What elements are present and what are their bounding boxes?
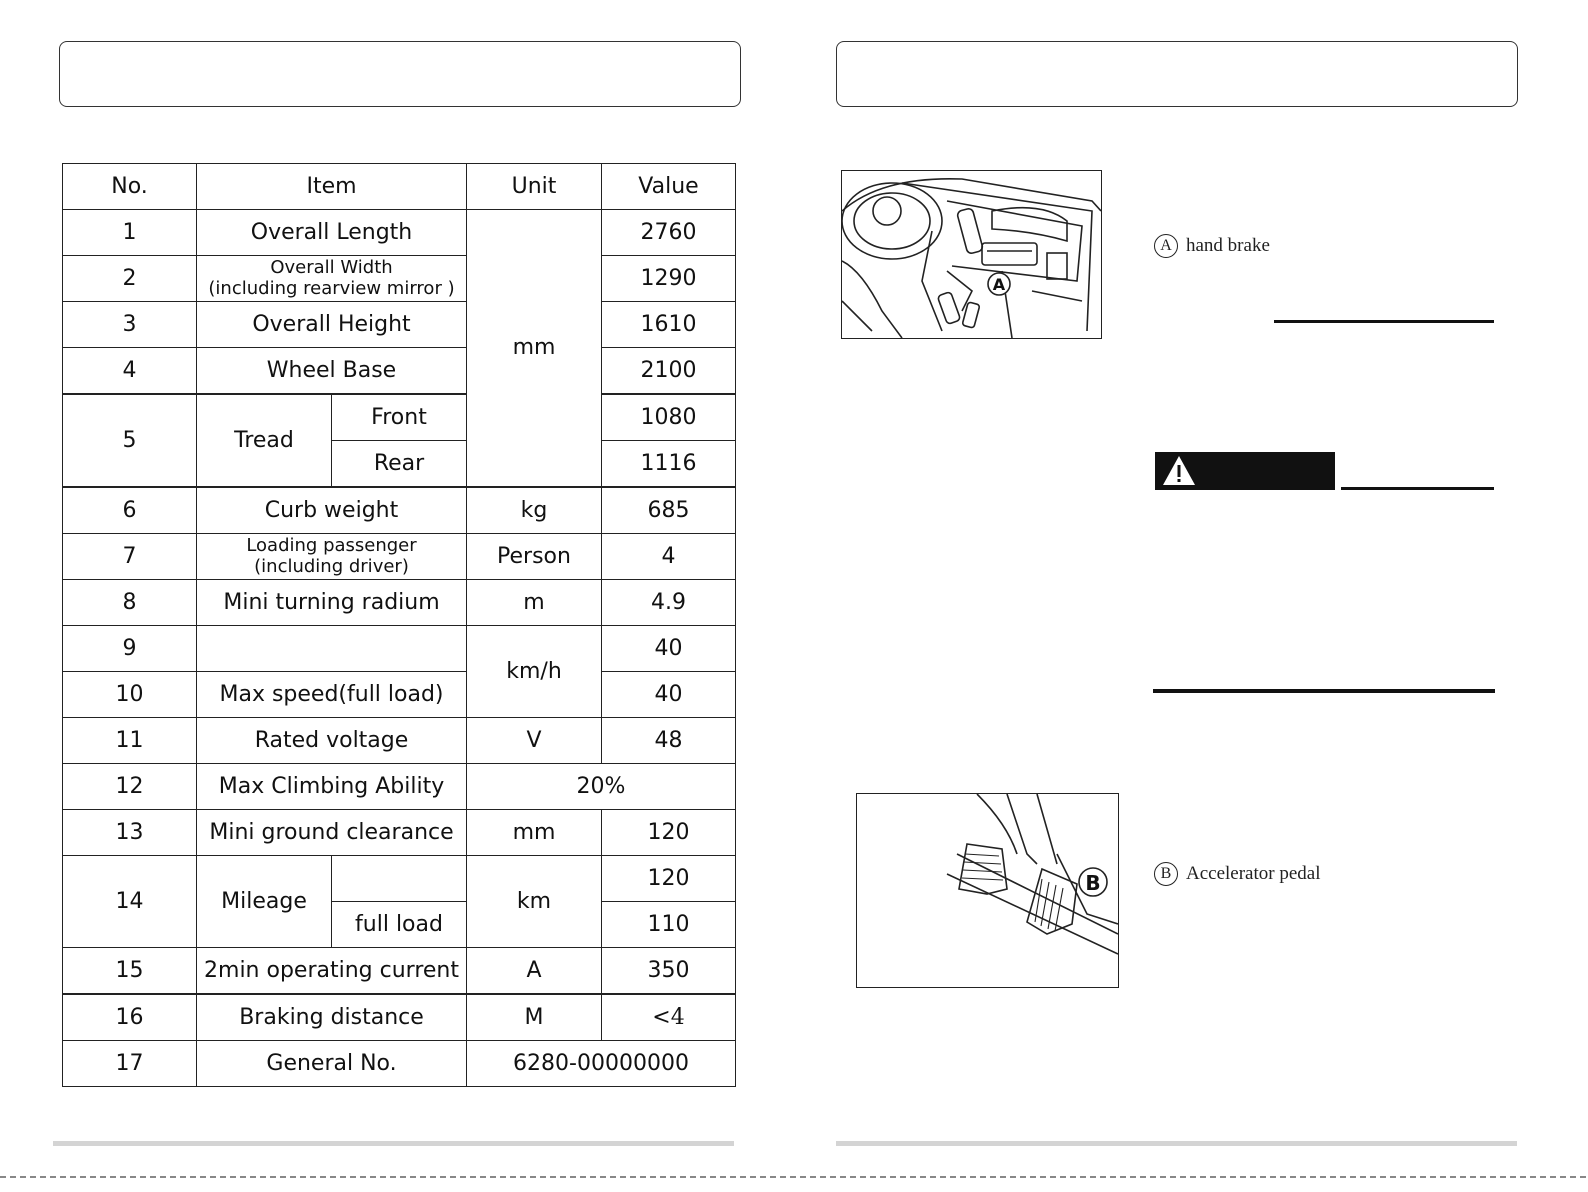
row-item [197, 256, 467, 302]
row-no: 17 [63, 1041, 197, 1087]
row-item: Mini ground clearance [197, 810, 467, 856]
row-unit-mm: mm [467, 210, 602, 488]
row-item [197, 534, 467, 580]
row-item: Curb weight [197, 487, 467, 534]
header-unit: Unit [467, 164, 602, 210]
row-item: Tread [197, 394, 332, 487]
header-value: Value [602, 164, 736, 210]
row-item-line: (including driver) [254, 555, 409, 577]
row-value: 1080 [602, 394, 736, 441]
left-page-header-box [59, 41, 741, 107]
row-value: 48 [602, 718, 736, 764]
row-value: 120 [602, 810, 736, 856]
row-value: 350 [602, 948, 736, 995]
row-subitem: full load [332, 902, 467, 948]
row-value: 2100 [602, 348, 736, 395]
specification-table [62, 163, 736, 1087]
row-value: 1116 [602, 441, 736, 488]
table-row [63, 718, 736, 764]
header-item: Item [197, 164, 467, 210]
hand-brake-label: hand brake [1186, 235, 1270, 256]
table-row [63, 580, 736, 626]
row-no: 1 [63, 210, 197, 256]
row-unit-mileage: km [467, 856, 602, 948]
accelerator-pedal-illustration [856, 793, 1119, 988]
figure-marker-b: B [1085, 871, 1101, 895]
table-row [63, 348, 736, 395]
row-item: Mileage [197, 856, 332, 948]
row-value: 6280-00000000 [467, 1041, 736, 1087]
row-subitem: Front [332, 394, 467, 441]
row-item: 2min operating current [197, 948, 467, 995]
right-page-header-box [836, 41, 1518, 107]
row-no: 8 [63, 580, 197, 626]
row-value: 40 [602, 626, 736, 672]
table-row [63, 626, 736, 672]
row-subitem: Rear [332, 441, 467, 488]
table-row [63, 394, 736, 441]
row-no: 15 [63, 948, 197, 995]
pedal-drawing [857, 794, 1118, 987]
callout-marker-b: B [1154, 862, 1178, 886]
row-unit: A [467, 948, 602, 995]
table-row [63, 764, 736, 810]
row-unit: Person [467, 534, 602, 580]
row-item: Max speed(full load) [197, 672, 467, 718]
row-item: Rated voltage [197, 718, 467, 764]
row-value: 4 [602, 534, 736, 580]
row-no: 4 [63, 348, 197, 395]
hand-brake-illustration [841, 170, 1102, 339]
row-item: Braking distance [197, 994, 467, 1041]
row-item: Overall Height [197, 302, 467, 348]
row-subitem [332, 856, 467, 902]
row-value: 1610 [602, 302, 736, 348]
row-unit: M [467, 994, 602, 1041]
section-rule [1274, 320, 1494, 323]
table-row [63, 810, 736, 856]
row-value: 2760 [602, 210, 736, 256]
accelerator-label: Accelerator pedal [1186, 863, 1321, 884]
row-no: 16 [63, 994, 197, 1041]
row-unit: kg [467, 487, 602, 534]
section-rule [1153, 689, 1495, 693]
warning-triangle-icon [1157, 452, 1197, 490]
warning-rule [1341, 487, 1494, 490]
table-row [63, 672, 736, 718]
row-value: 685 [602, 487, 736, 534]
right-footer-rule [836, 1141, 1517, 1146]
row-no: 12 [63, 764, 197, 810]
table-row [63, 534, 736, 580]
table-row [63, 210, 736, 256]
row-no: 6 [63, 487, 197, 534]
page-edge-line [0, 1176, 1588, 1178]
table-row [63, 487, 736, 534]
table-row [63, 1041, 736, 1087]
table-row [63, 994, 736, 1041]
row-no: 9 [63, 626, 197, 672]
row-item: Max Climbing Ability [197, 764, 467, 810]
row-no: 11 [63, 718, 197, 764]
row-no: 10 [63, 672, 197, 718]
row-no: 5 [63, 394, 197, 487]
row-no: 3 [63, 302, 197, 348]
row-no: 7 [63, 534, 197, 580]
row-unit-speed: km/h [467, 626, 602, 718]
header-no: No. [63, 164, 197, 210]
row-no: 14 [63, 856, 197, 948]
row-value: 40 [602, 672, 736, 718]
table-row [63, 256, 736, 302]
row-item [197, 626, 467, 672]
accelerator-callout [1154, 862, 1321, 886]
row-item: General No. [197, 1041, 467, 1087]
row-unit: m [467, 580, 602, 626]
row-value: 4.9 [602, 580, 736, 626]
table-row [63, 302, 736, 348]
row-item: Wheel Base [197, 348, 467, 395]
hand-brake-callout [1154, 234, 1270, 258]
table-row [63, 948, 736, 995]
row-no: 2 [63, 256, 197, 302]
row-item: Mini turning radium [197, 580, 467, 626]
row-item-line: (including rearview mirror ) [208, 277, 455, 299]
figure-marker-a: A [992, 275, 1006, 294]
row-value: 20% [467, 764, 736, 810]
callout-marker-a: A [1154, 234, 1178, 258]
row-unit: V [467, 718, 602, 764]
row-no: 13 [63, 810, 197, 856]
row-value: 110 [602, 902, 736, 948]
dashboard-drawing [842, 171, 1101, 338]
row-value: 120 [602, 856, 736, 902]
row-unit: mm [467, 810, 602, 856]
table-header-row [63, 164, 736, 210]
row-item: Overall Length [197, 210, 467, 256]
left-footer-rule [53, 1141, 734, 1146]
row-item-line: Overall Width [270, 256, 393, 278]
row-value: 1290 [602, 256, 736, 302]
row-item-line: Loading passenger [246, 534, 417, 556]
row-value: <4 [602, 994, 736, 1041]
warning-banner [1155, 452, 1335, 490]
table-row [63, 856, 736, 902]
